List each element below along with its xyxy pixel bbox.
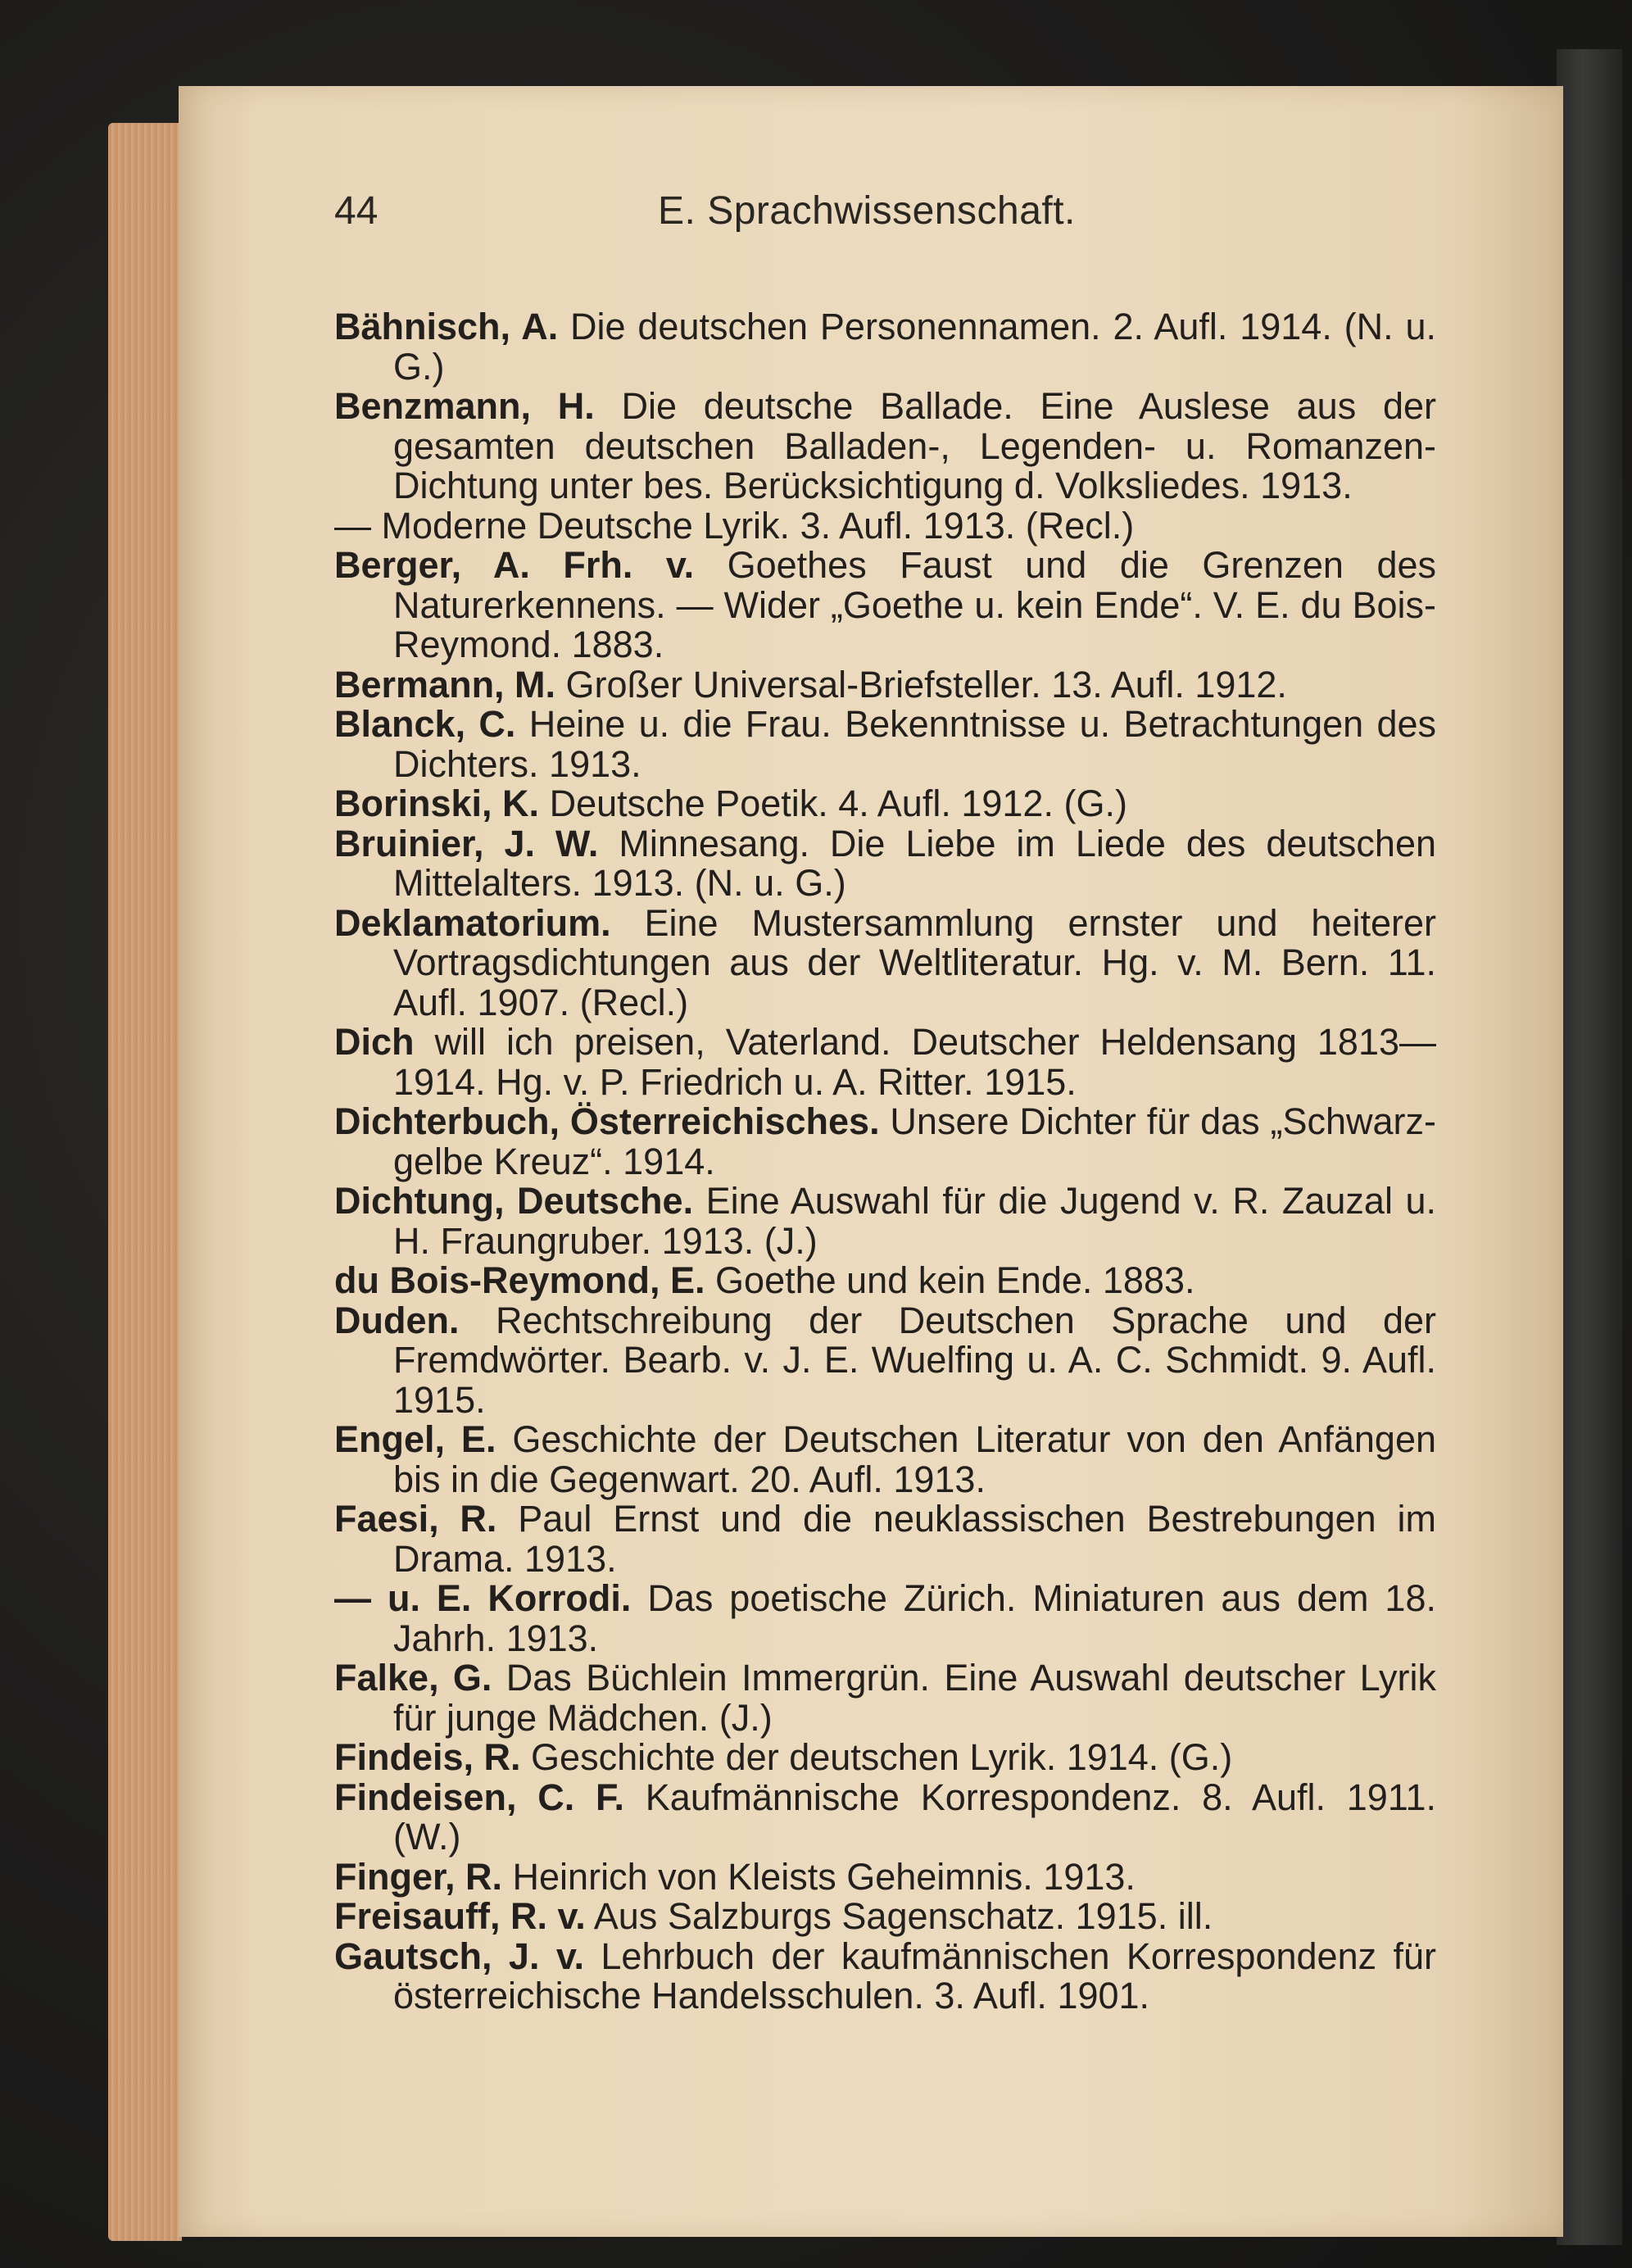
bibliography-entry [334,546,1436,665]
entry-author: Dichterbuch, Österreichisches. [334,1100,880,1142]
entry-text: Geschichte der deutschen Lyrik. 1914. (G.) [520,1736,1233,1778]
bibliography-entry [334,387,1436,506]
bibliography-entry [334,1778,1436,1857]
entry-author: Falke, G. [334,1657,492,1699]
bibliography-entry [334,1301,1436,1421]
bibliography-entry [334,705,1436,784]
entry-text: Rechtschreibung der Deutschen Sprache und der Fremdwörter. Bearb. v. J. E. Wuelfing u. A. C. Schmidt. 9. Aufl. 1915. [393,1299,1436,1421]
book-page [179,86,1563,2237]
entry-text: Deutsche Poetik. 4. Aufl. 1912. (G.) [539,782,1127,824]
page-number: 44 [334,189,379,233]
bibliography-entry [334,307,1436,387]
entry-text: Die deutschen Personennamen. 2. Aufl. 1914. (N. u. G.) [393,306,1436,388]
entry-text: — Moderne Deutsche Lyrik. 3. Aufl. 1913. (Recl.) [334,504,1135,547]
entry-author: Gautsch, J. v. [334,1935,585,1977]
entry-text: Das Büchlein Immergrün. Eine Auswahl deutscher Lyrik für junge Mädchen. (J.) [393,1657,1436,1739]
entry-author: Engel, E. [334,1418,496,1460]
entry-text: Heinrich von Kleists Geheimnis. 1913. [502,1855,1136,1898]
bibliography-entry [334,1658,1436,1738]
entry-author: Berger, A. Frh. v. [334,544,695,586]
entry-author: Benzmann, H. [334,385,595,427]
entry-author: Bruinier, J. W. [334,822,599,864]
entry-author: Blanck, C. [334,703,516,745]
bibliography-entries [334,307,1436,2016]
bibliography-entry [334,824,1436,904]
page-edges [108,123,182,2241]
entry-text: Kaufmännische Korrespondenz. 8. Aufl. 1911. (W.) [393,1776,1436,1857]
entry-text: Eine Mustersammlung ernster und heiterer Vortragsdichtungen aus der Weltliteratur. Hg. v. M. Bern. 11. Aufl. 1907. (Recl.) [393,901,1436,1023]
bibliography-entry [334,1897,1436,1937]
entry-author: Faesi, R. [334,1498,497,1540]
entry-author: — u. E. Korrodi. [334,1577,632,1619]
entry-author: Findeisen, C. F. [334,1776,625,1818]
bibliography-entry [334,1182,1436,1261]
bibliography-entry [334,1738,1436,1778]
bibliography-entry [334,665,1436,705]
bibliography-entry [334,901,1436,1023]
entry-text: Unsere Dichter für das „Schwarz-gelbe Kreuz“. 1914. [393,1100,1437,1182]
entry-text: Aus Salzburgs Sagenschatz. 1915. ill. [585,1895,1213,1937]
bibliography-entry [334,784,1436,824]
entry-author: Freisauff, R. v. [334,1895,586,1937]
entry-author: Duden. [334,1299,460,1341]
bibliography-entry [334,1579,1436,1658]
entry-author: Findeis, R. [334,1736,521,1778]
entry-text: Eine Auswahl für die Jugend v. R. Zauzal u. H. Fraungruber. 1913. (J.) [393,1180,1436,1262]
entry-text: will ich preisen, Vaterland. Deutscher Heldensang 1813—1914. Hg. v. P. Friedrich u. A. Ritter. 1915. [393,1021,1436,1103]
entry-text: Minnesang. Die Liebe im Liede des deutschen Mittelalters. 1913. (N. u. G.) [393,822,1436,904]
entry-text: Die deutsche Ballade. Eine Auslese aus der gesamten deutschen Balladen-, Legenden- u. Romanzen-Dichtung unter bes. Berücksichtigung d. Volksliedes. 1913. [393,385,1436,506]
entry-text: Großer Universal-Briefsteller. 13. Aufl. 1912. [555,663,1287,705]
bibliography-entry [334,1499,1436,1579]
entry-author: Deklamatorium. [334,901,611,944]
entry-text: Lehrbuch der kaufmännischen Korrespondenz für österreichische Handelsschulen. 3. Aufl. 1901. [393,1935,1436,2016]
entry-text: Paul Ernst und die neuklassischen Bestrebungen im Drama. 1913. [393,1498,1436,1580]
bibliography-entry [334,506,1436,547]
entry-author: Dichtung, Deutsche. [334,1180,694,1222]
bibliography-entry [334,1937,1436,2016]
entry-text: Goethes Faust und die Grenzen des Naturerkennens. — Wider „Goethe u. kein Ende“. V. E. du Bois-Reymond. 1883. [393,544,1437,665]
book-cover-edge [1557,49,1622,2245]
bibliography-entry [334,1420,1436,1499]
bibliography-entry [334,1857,1436,1898]
bibliography-entry [334,1023,1436,1102]
bibliography-entry [334,1102,1436,1182]
running-head: E. Sprachwissenschaft. [658,189,1076,233]
entry-author: du Bois-Reymond, E. [334,1259,705,1301]
entry-author: Finger, R. [334,1855,503,1898]
bibliography-entry [334,1261,1436,1301]
entry-text: Heine u. die Frau. Bekenntnisse u. Betrachtungen des Dichters. 1913. [393,703,1437,785]
entry-author: Bermann, M. [334,663,556,705]
entry-author: Borinski, K. [334,782,540,824]
entry-text: Goethe und kein Ende. 1883. [705,1259,1195,1301]
entry-text: Geschichte der Deutschen Literatur von den Anfängen bis in die Gegenwart. 20. Aufl. 1913. [393,1418,1436,1500]
entry-text: Das poetische Zürich. Miniaturen aus dem 18. Jahrh. 1913. [393,1577,1436,1659]
entry-author: Bähnisch, A. [334,306,559,347]
entry-author: Dich [334,1021,415,1063]
page-header [334,188,1399,254]
